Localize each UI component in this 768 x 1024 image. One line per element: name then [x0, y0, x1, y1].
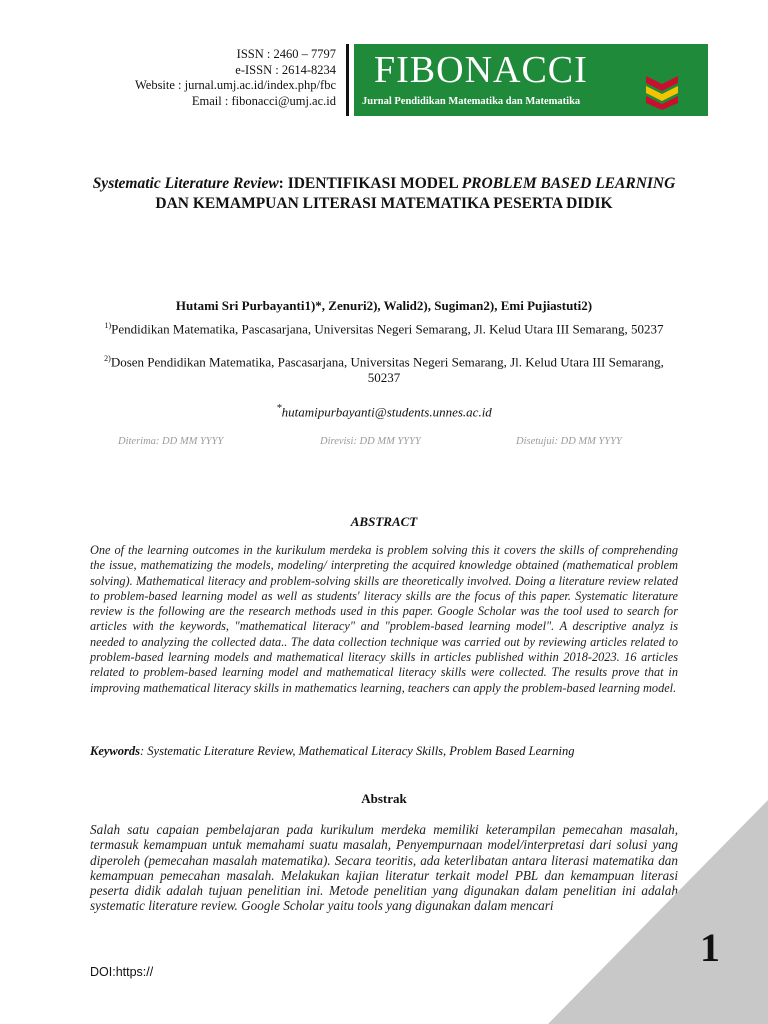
date-received: Diterima: DD MM YYYY — [118, 436, 224, 447]
eissn: e-ISSN : 2614-8234 — [235, 62, 336, 77]
page-number: 1 — [700, 925, 720, 970]
corresponding-email[interactable] — [100, 402, 668, 420]
author-list: Hutami Sri Purbayanti1)*, Zenuri2), Walid2), Sugiman2), Emi Pujiastuti2) — [175, 298, 593, 313]
issn: ISSN : 2460 – 7797 — [236, 47, 336, 61]
abstrak-text: Salah satu capaian pembelajaran pada kurikulum merdeka memiliki keterampilan pemecahan masalah, termasuk kemampuan untuk memahami suatu masalah, Penyempurnaan model/interpretasi dari solusi yang diperoleh (pemecahan masalah matematika). Secara teoritis, ada keterlibatan antara literasi matematika dan kemampuan pemecahan masalah. Melakukan kajian literatur terkait model PBL dan kemampuan literasi peserta didik adalah tujuan penelitian ini. Metode penelitian yang digunakan dalam penelitian ini adalah systematic literature review. Google Scholar yaitu tools yang digunakan dalam mencari — [90, 822, 678, 914]
journal-name: FIBONACCI — [374, 49, 588, 91]
website-link[interactable]: Website : jurnal.umj.ac.id/index.php/fbc — [134, 78, 336, 92]
journal-info — [135, 47, 336, 109]
doi-link[interactable]: DOI:https:// — [90, 965, 154, 979]
corner-triangle — [548, 800, 768, 1024]
title-part-4: DAN KEMAMPUAN LITERASI MATEMATIKA PESERTA DIDIK — [155, 194, 613, 212]
affiliation-1-mark: 1) — [104, 321, 112, 330]
affiliation-2-mark: 2) — [104, 354, 111, 363]
title-part-2: : IDENTIFIKASI MODEL — [278, 175, 462, 192]
date-accepted: Disetujui: DD MM YYYY — [516, 436, 622, 447]
title-part-3: PROBLEM BASED LEARNING — [461, 175, 676, 192]
affiliation-2 — [100, 351, 668, 386]
title-part-1: Systematic Literature Review — [92, 175, 279, 192]
affiliation-1 — [100, 318, 668, 337]
header-divider — [346, 44, 349, 116]
corresponding-mark: * — [276, 402, 282, 414]
abstract-heading: ABSTRACT — [350, 514, 418, 529]
affiliation-1-text: Pendidikan Matematika, Pascasarjana, Universitas Negeri Semarang, Jl. Kelud Utara III Semarang, 50237 — [111, 321, 664, 337]
abstract-text: One of the learning outcomes in the kurikulum merdeka is problem solving this it covers the skills of comprehending the issue, mathematizing the models, modeling/ interpreting the acquired knowledge obtained (mathematical problem solving). Mathematical literacy and problem-solving skills are theoretically involved. Doing a literature review related to problem-based learning model as well as students' literacy skills are the focus of this paper. Systematic literature review is the following are the research methods used in this paper. Google Scholar was the tool used to search for articles with the keywords, "mathematical literacy" and "problem-based learning model". A descriptive analyz is needed to analyzing the collected data.. The data collection technique was carried out by reviewing articles related to problem-based learning models and mathematical literacy skills in articles published within 2018-2023. 16 articles related to problem-based learning model and mathematical literacy skills were collected. The results prove that in improving mathematical literacy skills in mathematics learning, teachers can apply the problem-based learning model. — [90, 543, 678, 695]
journal-banner — [354, 44, 708, 116]
date-revised: Direvisi: DD MM YYYY — [320, 436, 421, 447]
keywords-label: Keywords — [90, 744, 140, 758]
abstrak-heading: Abstrak — [361, 791, 407, 806]
journal-subtitle: Jurnal Pendidikan Matematika dan Matematika — [362, 96, 581, 107]
keywords-text: : Systematic Literature Review, Mathematical Literacy Skills, Problem Based Learning — [140, 744, 575, 758]
paper-title — [80, 174, 688, 213]
chevron-stack-logo-icon — [646, 72, 678, 110]
journal-email[interactable]: Email : fibonacci@umj.ac.id — [191, 93, 336, 108]
corresponding-email-text: hutamipurbayanti@students.unnes.ac.id — [281, 404, 492, 420]
keywords — [90, 744, 678, 759]
affiliation-2-text: Dosen Pendidikan Matematika, Pascasarjana, Universitas Negeri Semarang, Jl. Kelud Utara III Semarang, 50237 — [110, 354, 664, 386]
